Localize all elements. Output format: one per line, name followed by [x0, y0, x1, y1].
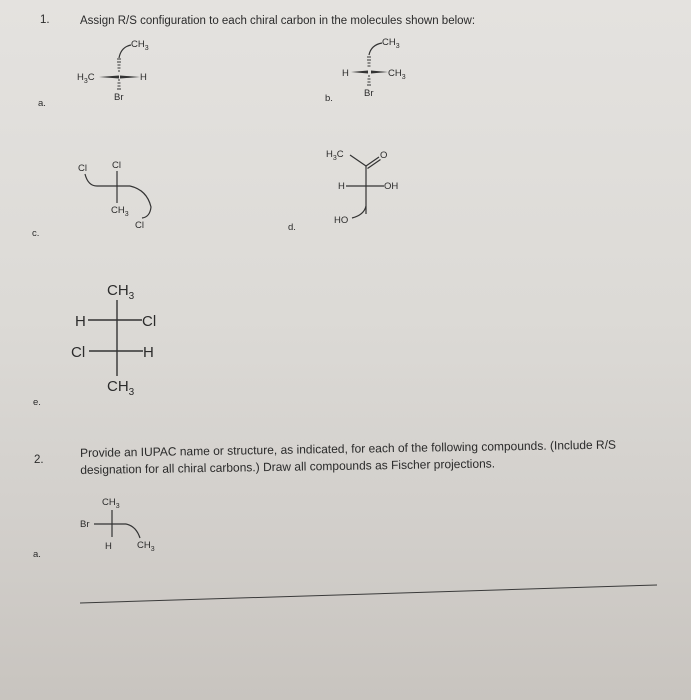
1a-bond-top — [119, 45, 131, 58]
1b-bond-top — [369, 43, 382, 55]
1a-ch3: $CH_3$ — [131, 39, 149, 52]
1a-h: H — [140, 72, 147, 83]
1a-wedge-right — [120, 76, 140, 79]
2a-bond-ethyl — [126, 524, 140, 538]
1c-bond-curl — [130, 186, 151, 218]
1a-hash-down — [117, 80, 121, 89]
1b-br: Br — [364, 88, 374, 99]
label-1d: d. — [288, 222, 296, 233]
2a-ch3: $CH_3$ — [102, 497, 120, 510]
label-1e: e. — [33, 397, 41, 408]
molecule-2a — [33, 497, 155, 560]
1c-cl-top: Cl — [112, 160, 121, 171]
2a-br: Br — [80, 519, 90, 530]
label-1a: a. — [38, 98, 46, 109]
q2-prompt — [80, 438, 616, 477]
1e-ch3-top: $CH_3$ — [107, 282, 135, 302]
1d-ho: HO — [334, 215, 349, 226]
q2-prompt-line1: Provide an IUPAC name or structure, as indicated, for each of the following compounds. (Include R/S — [79, 437, 617, 460]
1b-ch3-top: $CH_3$ — [382, 37, 400, 50]
molecule-1b — [325, 37, 406, 104]
1a-br: Br — [114, 92, 124, 103]
1d-oh: OH — [384, 181, 399, 192]
1b-wedge-left — [351, 71, 368, 74]
2a-h: H — [105, 541, 112, 552]
1e-h-bottom: H — [143, 344, 154, 361]
q1-prompt: Assign R/S configuration to each chiral carbon in the molecules shown below: — [80, 15, 476, 27]
1b-ch3-right: $CH_3$ — [388, 68, 406, 81]
1d-h: H — [338, 181, 345, 192]
1b-h: H — [342, 68, 349, 79]
1d-h3c: $H_3C$ — [326, 149, 344, 162]
1b-hash-up — [367, 57, 371, 66]
1a-hash-up — [117, 59, 121, 71]
label-2a: a. — [33, 549, 41, 560]
1d-o: O — [380, 150, 388, 161]
1e-cl-bottom: Cl — [71, 344, 86, 361]
q2-number: 2. — [34, 454, 44, 466]
1e-cl-top: Cl — [142, 313, 157, 330]
1c-cl-bottom: Cl — [135, 220, 144, 231]
1d-bond-methyl — [350, 155, 366, 166]
q2-prompt-line2: designation for all chiral carbons.) Draw all compounds as Fischer projections. — [80, 456, 496, 477]
molecule-1e — [33, 282, 156, 408]
1b-hash-down — [367, 76, 371, 85]
1e-ch3-bottom: $CH_3$ — [107, 378, 135, 398]
1d-double-bond — [366, 157, 381, 169]
1c-ch3: $CH_3$ — [111, 205, 129, 218]
2a-ch3-right: $CH_3$ — [137, 540, 155, 553]
answer-line — [80, 585, 657, 603]
1d-bond-ho — [352, 206, 366, 218]
q1-number: 1. — [40, 14, 50, 26]
molecule-1d — [288, 149, 398, 233]
1e-h-top: H — [75, 313, 86, 330]
molecule-1a — [38, 39, 149, 109]
1c-cl-left: Cl — [78, 163, 87, 174]
label-1c: c. — [32, 228, 40, 239]
label-1b: b. — [325, 93, 333, 104]
1a-wedge-left — [99, 76, 119, 79]
1a-h3c: $H_3C$ — [77, 72, 95, 85]
1c-bond-horizontal — [85, 174, 130, 186]
molecule-1c — [32, 160, 151, 239]
1b-wedge-right — [371, 71, 388, 74]
